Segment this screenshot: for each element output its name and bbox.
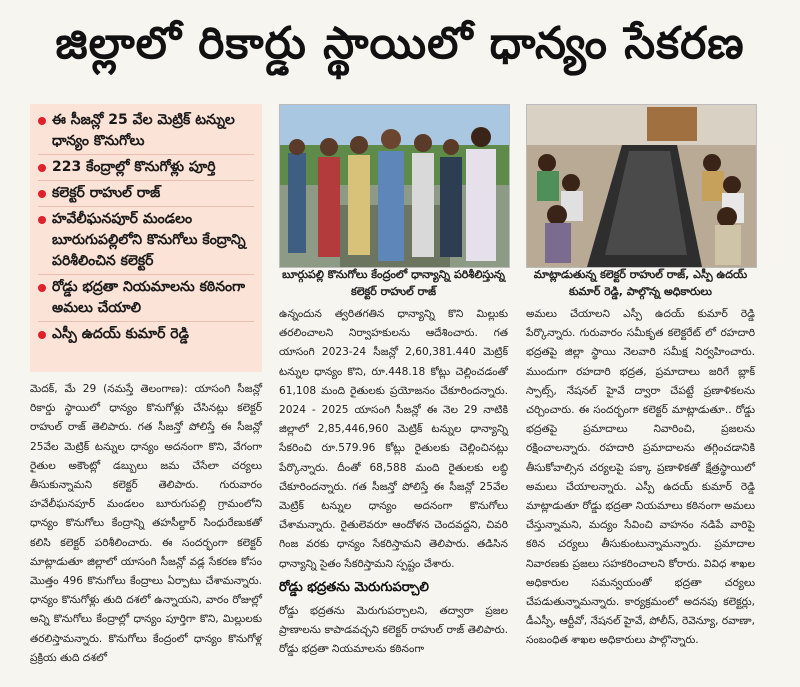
photo1-caption: బూర్గుపల్లి కొనుగోలు కేంద్రంలో ధాన్యాన్ని పరిశీలిస్తున్న కలెక్టర్ రాహుల్ రాజ్ <box>282 268 505 298</box>
photo2-caption: మాట్లాడుతున్న కలెక్టర్ రాహుల్ రాజ్, ఎస్పీ ఉదయ్ కుమార్ రెడ్డి, పాల్గొన్న అధికారులు <box>533 268 748 298</box>
bullet-icon <box>38 331 46 339</box>
highlights-box <box>30 104 262 372</box>
bullet-icon <box>38 164 46 172</box>
highlight-item: కలెక్టర్ రాహుల్ రాజ్ <box>38 183 254 207</box>
headline-text: జిల్లాలో రికార్డు స్థాయిలో ధాన్యం సేకరణ <box>55 18 745 69</box>
subheading: రోడ్డు భద్రతను మెరుగుపర్చాలి <box>279 579 429 595</box>
bullet-icon <box>38 284 46 292</box>
bullet-icon <box>38 117 46 125</box>
article-paragraph: మెదక్, మే 29 (నమస్తే తెలంగాణ): యాసంగి సీజన్లో రికార్డు స్థాయిలో ధాన్యం కొనుగోళ్లు చేసినట్లు కలెక్టర్ రాహుల్ రాజ్ తెలిపారు. గత సీజన్తో పోలిస్తే ఈ సీజన్లో 25వేల మెట్రిక్ టన్నుల ధాన్యం అదనంగా కొని, వేగంగా రైతుల అకౌంట్లో డబ్బులు జమ చేసేలా చర్యలు తీసుకున్నామని కలెక్టర్ తెలిపారు. గురువారం హవేలీఘనపూర్ మండలం బూరుగుపల్లి గ్రామంలోని ధాన్యం కొనుగోలు కేంద్రాన్ని తహసీల్దార్ సింధురేణుకతో కలిసి కలెక్టర్ పరిశీలించారు. ఈ సందర్భంగా కలెక్టర్ మాట్లాడుతూ జిల్లాలో యాసంగి సీజన్లో వడ్ల సేకరణ కోసం మొత్తం 496 కొనుగోలు కేంద్రాలు ఏర్పాటు చేశామన్నారు. ధాన్యం కొనుగోళ్లు తుది దశలో ఉన్నాయని, వారం రోజుల్లో అన్ని కొనుగోలు కేంద్రాల్లో ధాన్యం పూర్తిగా కొని, మిల్లులకు తరలిస్తామన్నారు. కొనుగోలు కేంద్రంలో ధాన్యం కొనుగోళ్ల ప్రక్రియ తుది దశలో <box>30 383 262 664</box>
article-paragraph: ఉన్నందున త్వరితగతిన ధాన్యాన్ని కొని మిల్లుకు తరలించాలని నిర్వాహకులను ఆదేశించారు. గత యాసంగి 2023-24 సీజన్లో 2,60,381.440 మెట్రిక్ టన్నుల ధాన్యం కొని, రూ.448.18 కోట్లు చెల్లించడంతో 61,108 మంది రైతులకు ప్రయోజనం చేకూరిందన్నారు. 2024 - 2025 యాసంగి సీజన్లో ఈ నెల 29 నాటికి జిల్లాలో 2,85,446,960 మెట్రిక్ టన్నుల ధాన్యాన్ని సేకరించి రూ.579.96 కోట్లు రైతులకు చెల్లించినట్లు పేర్కొన్నారు. దీంతో 68,588 మంది రైతులకు లబ్ధి చేకూరిందన్నారు. గత సీజన్తో పోలిస్తే ఈ సీజన్లో 25వేల మెట్రిక్ టన్నుల ధాన్యం అదనంగా కొనుగోలు చేశామన్నారు. రైతులెవరూ ఆందోళన చెందవద్దని, చివరి గింజ వరకు ధాన్యం సేకరిస్తామని తెలిపారు. తడిసిన ధాన్యాన్ని సైతం సేకరిస్తామని స్పష్టం చేశారు. <box>279 308 508 570</box>
photo-illustration <box>527 105 756 267</box>
highlight-item: రోడ్డు భద్రతా నియమాలను కఠినంగా అమలు చేయాలి <box>38 277 254 322</box>
photo-collector-inspection <box>279 104 510 268</box>
article-paragraph: అమలు చేయాలని ఎస్పీ ఉదయ్ కుమార్ రెడ్డి పేర్కొన్నారు. గురువారం సమీకృత కలెక్టరేట్ లో రహదారి భద్రతపై జిల్లా స్థాయి నెలవారి సమీక్ష నిర్వహించారు. ముందుగా రహదారి భద్రత, ప్రమాదాలు జరిగే బ్లాక్ స్పాట్స్, నేషనల్ హైవే ద్వారా చేపట్టే ప్రణాళికలను చర్చించారు. ఈ సందర్భంగా కలెక్టర్ మాట్లాడుతూ.. రోడ్డు భద్రతపై ప్రమాదాలు నివారించి, ప్రజలను రక్షించాలన్నారు. రహదారి ప్రమాదాలను తగ్గించడానికి తీసుకోవాల్సిన చర్యలపై పక్కా ప్రణాళికతో క్షేత్రస్థాయిలో అమలు చేయాలన్నారు. ఎస్పీ ఉదయ్ కుమార్ రెడ్డి మాట్లాడుతూ రోడ్డు భద్రతా నియమాలు కఠినంగా అమలు చేస్తున్నామని, మద్యం సేవించి వాహనం నడిపే వారిపై కఠిన చర్యలు తీసుకుంటున్నామన్నారు. ప్రమాదాల నివారణకు ప్రజలు సహకరించాలని కోరారు. వివిధ శాఖల అధికారుల సమన్వయంతో భద్రతా చర్యలు చేపడుతున్నామన్నారు. కార్యక్రమంలో అదనపు కలెక్టర్లు, డీఎస్పీ, ఆర్టీవో, నేషనల్ హైవే, పోలీస్, రెవెన్యూ, రవాణా, సంబంధిత శాఖల అధికారులు పాల్గొన్నారు. <box>526 308 755 647</box>
article-paragraph: రోడ్డు భద్రతను మెరుగుపర్చాలని, తద్వారా ప్రజల ప్రాణాలను కాపాడవచ్చని కలెక్టర్ రాహుల్ రాజ్ తెలిపారు. రోడ్డు భద్రతా నియమాలను కఠినంగా <box>279 604 508 656</box>
article-column-1 <box>30 380 262 668</box>
photo-review-meeting <box>526 104 757 268</box>
article-column-2 <box>279 305 508 659</box>
highlight-item: ఎస్పీ ఉదయ్ కుమార్ రెడ్డి <box>38 324 254 347</box>
highlight-item: 223 కేంద్రాల్లో కొనుగోళ్లు పూర్తి <box>38 157 254 181</box>
highlight-item: హవేలీఘనపూర్ మండలం బూరుగుపల్లిలోని కొనుగోలు కేంద్రాన్ని పరిశీలించిన కలెక్టర్ <box>38 209 254 275</box>
photo-illustration <box>280 105 509 267</box>
bullet-icon <box>38 216 46 224</box>
article-column-3 <box>526 305 755 651</box>
bullet-icon <box>38 190 46 198</box>
highlight-item: ఈ సీజన్లో 25 వేల మెట్రిక్ టన్నుల ధాన్యం కొనుగోలు <box>38 110 254 155</box>
headline <box>0 0 800 98</box>
